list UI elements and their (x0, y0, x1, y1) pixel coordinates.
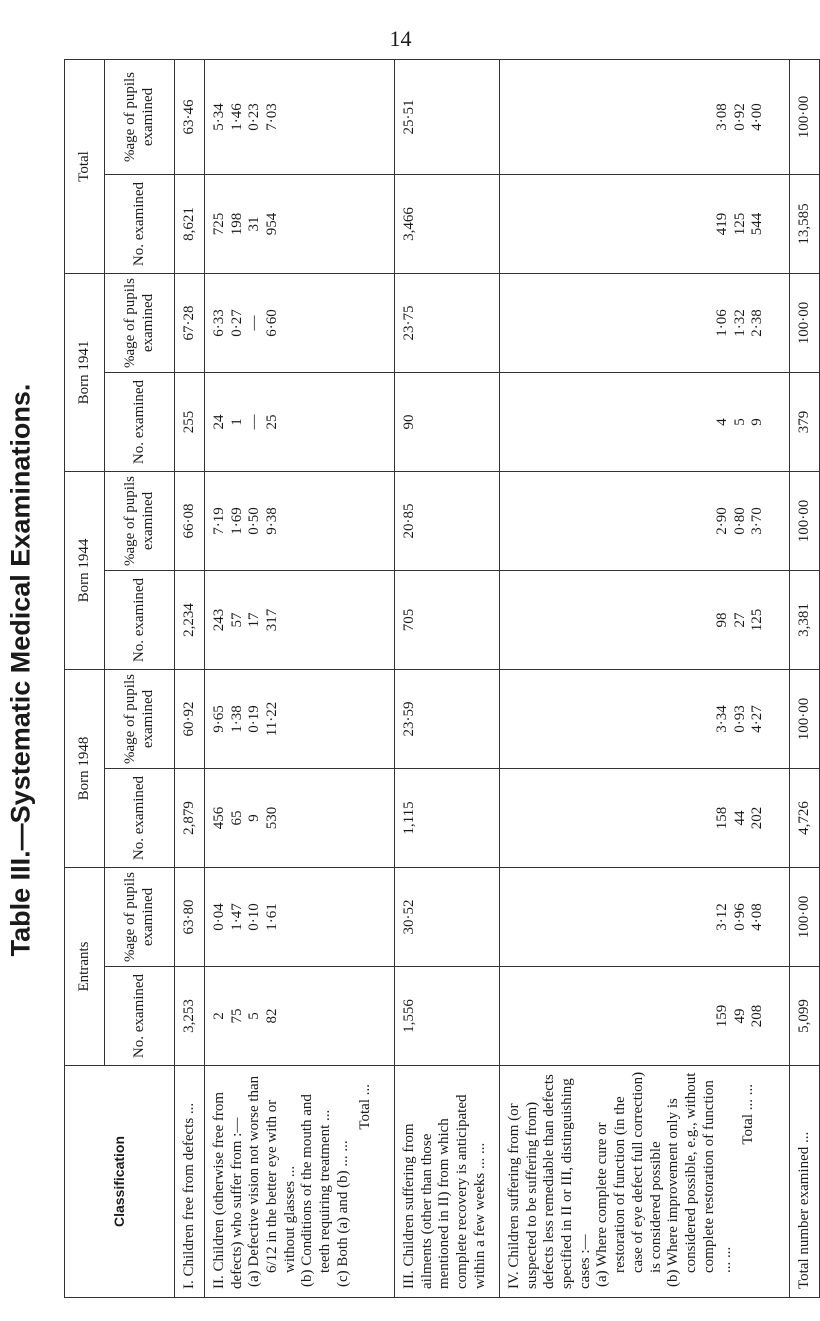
cell-percentage: 2·90 0·80 3·70 (713, 507, 766, 535)
header-no-examined: No. examined (105, 175, 175, 274)
cell-no-examined: 90 (395, 373, 500, 472)
cell-percentage: 0·04 1·47 0·10 1·61 (211, 903, 281, 931)
cell-percentage: 9·65 1·38 0·19 11·22 (211, 701, 281, 737)
table-heading (2, 60, 40, 1280)
cell-no-examined: 1,115 (395, 769, 500, 868)
header-no-examined: No. examined (105, 769, 175, 868)
table-row-total-examined (790, 59, 820, 1297)
cell-no-examined: 1,556 (395, 967, 500, 1066)
cell-no-examined: 4,726 (790, 769, 820, 868)
header-classification: Classification (65, 1066, 175, 1298)
row-label: III. Children suffering from ailments (other than those mentioned in II) from which complete recovery is anticipated within a few weeks ... ... (395, 1066, 500, 1298)
cell-no-examined: 13,585 (790, 175, 820, 274)
row-label-group (205, 1066, 395, 1298)
cell-percentage: 100·00 (790, 670, 820, 769)
row-sublabel: (a) Where complete cure or restoration of function (in the case of eye defect full correction) is considered possible (594, 1071, 664, 1287)
cell-percentage: 23·59 (395, 670, 500, 769)
header-percentage: %age of pupils examined (105, 59, 175, 174)
cell-no-examined: 379 (790, 373, 820, 472)
table-row-ailments (395, 59, 500, 1297)
row-label: Total number examined ... (790, 1066, 820, 1298)
row-label: II. Children (otherwise free from defects) who suffer from :— (211, 1091, 245, 1289)
cell-no-examined: 2,879 (175, 769, 205, 868)
row-sublabel: (a) Defective vision not worse than 6/12 in the better eye with or without glasses ... (246, 1075, 298, 1287)
row-total-label: Total ... ... (739, 1084, 756, 1145)
header-group-entrants: Entrants (65, 868, 105, 1066)
cell-percentage: 23·75 (395, 274, 500, 373)
cell-no-examined: 24 1 — 25 (211, 414, 281, 430)
table-heading-text: Table III.—Systematic Medical Examinations. (5, 383, 36, 957)
header-percentage: %age of pupils examined (105, 472, 175, 571)
cell-percentage: 100·00 (790, 59, 820, 174)
table-row-serious-defects (500, 59, 790, 1297)
cell-no-examined: 243 57 17 317 (211, 608, 281, 632)
cell-percentage: 20·85 (395, 472, 500, 571)
cell-percentage: 66·08 (175, 472, 205, 571)
row-label: I. Children free from defects ... (175, 1066, 205, 1298)
cell-percentage: 30·52 (395, 868, 500, 967)
cell-percentage: 60·92 (175, 670, 205, 769)
cell-percentage: 63·46 (175, 59, 205, 174)
table-row-free-from-defects (175, 59, 205, 1297)
table-row-minor-defects (205, 59, 395, 1297)
cell-percentage: 6·33 0·27 — 6·60 (211, 309, 281, 337)
row-sublabel: (b) Where improvement only is considered possible, e.g., without complete restoration of function ... ... (665, 1072, 735, 1287)
header-group-born-1948: Born 1948 (65, 670, 105, 868)
header-no-examined: No. examined (105, 373, 175, 472)
cell-percentage: 3·12 0·96 4·08 (713, 903, 766, 931)
examination-table (64, 59, 820, 1298)
row-label-group (500, 1066, 790, 1298)
cell-no-examined: 8,621 (175, 175, 205, 274)
header-percentage: %age of pupils examined (105, 868, 175, 967)
header-no-examined: No. examined (105, 571, 175, 670)
cell-percentage: 3·34 0·93 4·27 (713, 705, 766, 733)
row-sublabel: (b) Conditions of the mouth and teeth requiring treatment ... (299, 1094, 334, 1287)
header-percentage: %age of pupils examined (105, 274, 175, 373)
cell-no-examined: 3,466 (395, 175, 500, 274)
header-group-born-1944: Born 1944 (65, 472, 105, 670)
cell-percentage: 100·00 (790, 868, 820, 967)
cell-no-examined: 3,253 (175, 967, 205, 1066)
row-sublabel: (c) Both (a) and (b) ... ... (334, 1140, 351, 1287)
header-group-born-1941: Born 1941 (65, 274, 105, 472)
cell-percentage: 3·08 0·92 4·00 (713, 103, 766, 131)
cell-no-examined: 2,234 (175, 571, 205, 670)
cell-no-examined: 3,381 (790, 571, 820, 670)
cell-no-examined: 158 44 202 (713, 806, 766, 830)
cell-percentage: 63·80 (175, 868, 205, 967)
table-rotator (64, 60, 812, 1298)
header-no-examined: No. examined (105, 967, 175, 1066)
cell-no-examined: 419 125 544 (713, 212, 766, 236)
cell-no-examined: 2 75 5 82 (211, 1008, 281, 1024)
cell-percentage: 67·28 (175, 274, 205, 373)
cell-no-examined: 705 (395, 571, 500, 670)
row-label: IV. Children suffering from (or suspected to be suffering from) defects less remediable than defects specified in II or III, distinguishing cases :— (506, 1074, 593, 1289)
cell-percentage: 25·51 (395, 59, 500, 174)
cell-no-examined: 725 198 31 954 (211, 212, 281, 236)
cell-no-examined: 159 49 208 (713, 1004, 766, 1028)
cell-percentage: 1·06 1·32 2·38 (713, 309, 766, 337)
cell-percentage: 5·34 1·46 0·23 7·03 (211, 103, 281, 131)
header-percentage: %age of pupils examined (105, 670, 175, 769)
row-total-label: Total ... (356, 1084, 373, 1130)
cell-percentage: 100·00 (790, 472, 820, 571)
cell-no-examined: 456 65 9 530 (211, 806, 281, 830)
cell-no-examined: 5,099 (790, 967, 820, 1066)
cell-no-examined: 4 5 9 (713, 418, 766, 426)
cell-no-examined: 255 (175, 373, 205, 472)
page-number: 14 (389, 26, 412, 51)
header-group-total: Total (65, 59, 105, 273)
cell-percentage: 7·19 1·69 0·50 9·38 (211, 507, 281, 535)
cell-percentage: 100·00 (790, 274, 820, 373)
cell-no-examined: 98 27 125 (713, 608, 766, 632)
